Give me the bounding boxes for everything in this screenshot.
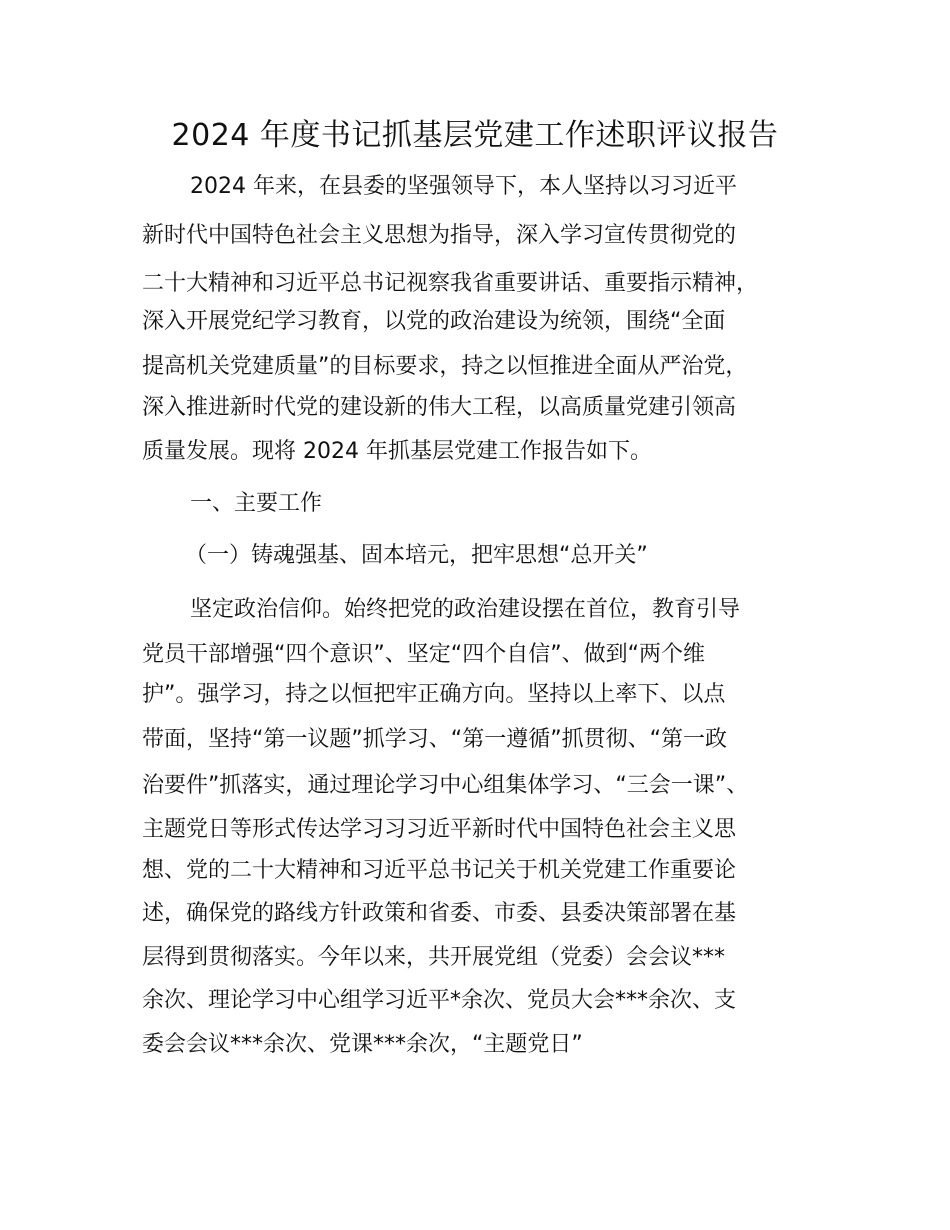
body-line: 想、党的二十大精神和习近平总书记关于机关党建工作重要论 xyxy=(142,858,737,883)
intro-line: 质量发展。现将 2024 年抓基层党建工作报告如下。 xyxy=(142,439,652,464)
body-line: 层得到贯彻落实。今年以来，共开展党组（党委）会会议*** xyxy=(142,945,726,970)
intro-line: 2024 年来，在县委的坚强领导下，本人坚持以习习近平 xyxy=(190,174,737,199)
body-line: 委会会议***余次、党课***余次，“主题党日” xyxy=(142,1032,583,1057)
section-heading: 一、主要工作 xyxy=(190,491,323,516)
intro-line: 深入开展党纪学习教育，以党的政治建设为统领，围绕“全面 xyxy=(142,309,726,334)
body-line: 党员干部增强“四个意识”、坚定“四个自信”、做到“两个维 xyxy=(142,642,705,667)
body-line: 述，确保党的路线方针政策和省委、市委、县委决策部署在基 xyxy=(142,901,737,926)
body-line: 主题党日等形式传达学习习习近平新时代中国特色社会主义思 xyxy=(142,817,737,842)
body-line: 余次、理论学习中心组学习近平*余次、党员大会***余次、支 xyxy=(142,988,737,1013)
body-line: 治要件”抓落实，通过理论学习中心组集体学习、“三会一课”、 xyxy=(142,773,749,798)
body-line: 护”。强学习，持之以恒把牢正确方向。坚持以上率下、以点 xyxy=(142,682,726,707)
intro-line: 提高机关党建质量”的目标要求，持之以恒推进全面从严治党， xyxy=(142,354,748,379)
body-line: 带面，坚持“第一议题”抓学习、“第一遵循”抓贯彻、“第一政 xyxy=(142,727,727,752)
subsection-heading: （一）铸魂强基、固本培元，把牢思想“总开关” xyxy=(185,543,648,568)
intro-line: 新时代中国特色社会主义思想为指导，深入学习宣传贯彻党的 xyxy=(142,223,737,248)
body-line: 坚定政治信仰。始终把党的政治建设摆在首位，教育引导 xyxy=(190,597,741,622)
document-title: 2024 年度书记抓基层党建工作述职评议报告 xyxy=(171,118,779,153)
intro-line: 二十大精神和习近平总书记视察我省重要讲话、重要指示精神， xyxy=(142,271,759,296)
intro-line: 深入推进新时代党的建设新的伟大工程，以高质量党建引领高 xyxy=(142,395,737,420)
